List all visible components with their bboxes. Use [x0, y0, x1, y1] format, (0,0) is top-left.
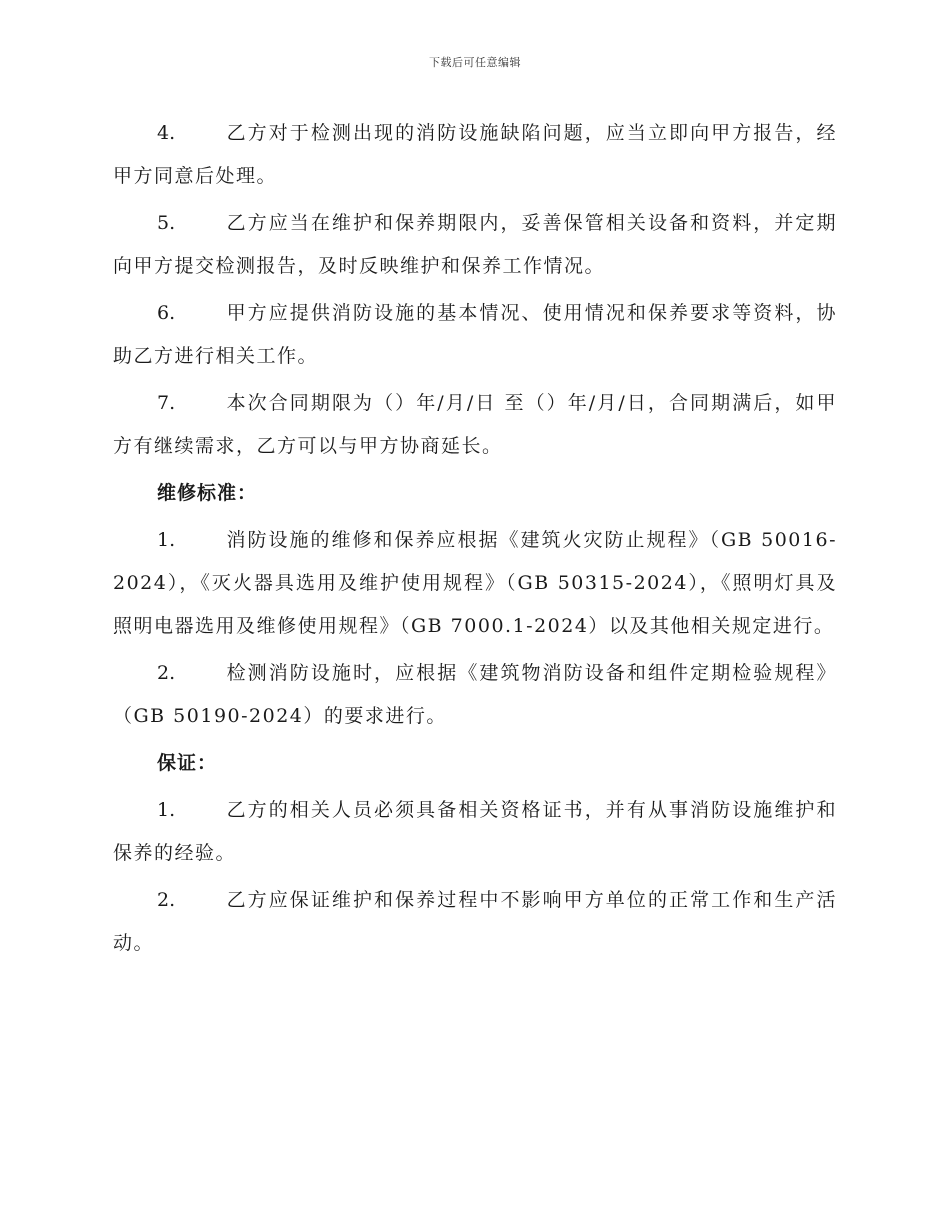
guarantee-clause-1	[113, 789, 837, 875]
clause-6	[113, 292, 837, 378]
clause-number: 2.	[157, 889, 176, 911]
clause-text: 乙方对于检测出现的消防设施缺陷问题，应当立即向甲方报告，经甲方同意后处理。	[113, 122, 837, 187]
clause-text: 乙方的相关人员必须具备相关资格证书，并有从事消防设施维护和保养的经验。	[113, 799, 837, 864]
clause-5	[113, 202, 837, 288]
clause-number: 6.	[157, 302, 176, 324]
document-body	[113, 112, 837, 969]
clause-number: 1.	[157, 799, 176, 821]
clause-number: 2.	[157, 662, 176, 684]
clause-4	[113, 112, 837, 198]
clause-text: 乙方应保证维护和保养过程中不影响甲方单位的正常工作和生产活动。	[113, 889, 837, 954]
clause-number: 5.	[157, 212, 176, 234]
clause-number: 1.	[157, 529, 176, 551]
page-header: 下载后可任意编辑	[429, 56, 521, 69]
section-heading-repair: 维修标准：	[157, 482, 258, 504]
clause-text: 甲方应提供消防设施的基本情况、使用情况和保养要求等资料，协助乙方进行相关工作。	[113, 302, 837, 367]
clause-number: 7.	[157, 392, 176, 414]
clause-7	[113, 382, 837, 468]
repair-clause-1	[113, 519, 837, 648]
clause-text: 消防设施的维修和保养应根据《建筑火灾防止规程》（GB 50016-2024），《灭火器具选用及维护使用规程》（GB 50315-2024），《照明灯具及照明电器选用及维修使用规程》（GB 7000.1-2024）以及其他相关规定进行。	[113, 529, 837, 637]
clause-text: 检测消防设施时，应根据《建筑物消防设备和组件定期检验规程》（GB 50190-2024）的要求进行。	[113, 662, 837, 727]
repair-clause-2	[113, 652, 837, 738]
guarantee-clause-2	[113, 879, 837, 965]
clause-text: 本次合同期限为（）年/月/日 至（）年/月/日，合同期满后，如甲方有继续需求，乙方可以与甲方协商延长。	[113, 392, 837, 457]
clause-text: 乙方应当在维护和保养期限内，妥善保管相关设备和资料，并定期向甲方提交检测报告，及时反映维护和保养工作情况。	[113, 212, 837, 277]
section-heading-guarantee: 保证：	[157, 752, 218, 774]
clause-number: 4.	[157, 122, 176, 144]
